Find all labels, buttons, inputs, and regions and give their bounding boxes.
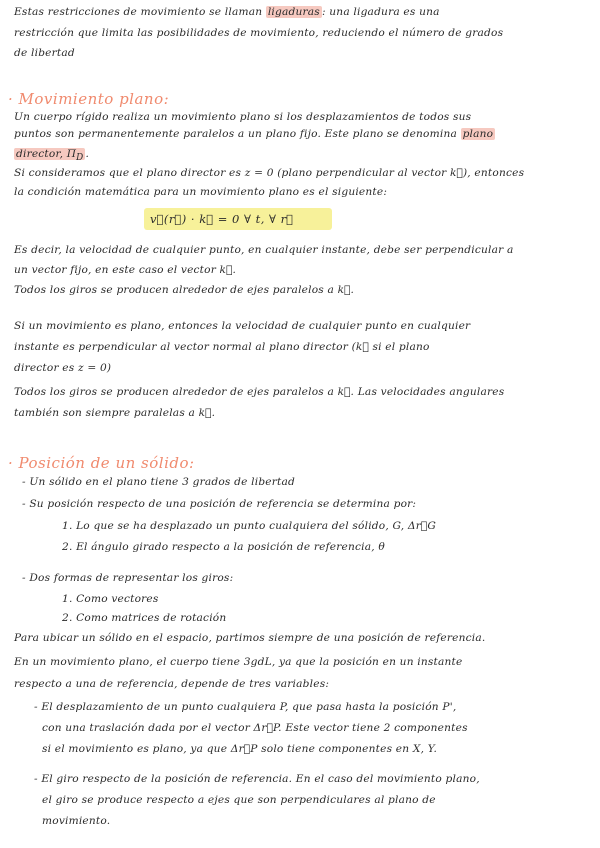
- plano-line-13: también son siempre paralelas a k⃗.: [14, 407, 216, 419]
- plano-line-9: Si un movimiento es plano, entonces la velocidad de cualquier punto en cualquier: [14, 320, 471, 332]
- period: .: [85, 148, 90, 160]
- plano-line-7: un vector fijo, en este caso el vector k⃗.: [14, 264, 237, 276]
- plano-director-text: director, Π: [16, 148, 77, 160]
- plano-line-1: Un cuerpo rígido realiza un movimiento plano si los desplazamientos de todos sus: [14, 111, 472, 123]
- ligaduras-highlight: ligaduras: [267, 6, 320, 18]
- plano-line-2: [14, 128, 495, 141]
- intro-line-3: de libertad: [14, 47, 75, 59]
- plano-line-10: instante es perpendicular al vector normal al plano director (k⃗ si el plano: [14, 341, 430, 353]
- giros-item-2: 2. Como matrices de rotación: [62, 612, 227, 624]
- posicion-bullet-3: - Dos formas de representar los giros:: [22, 572, 234, 584]
- posicion-bullet-1: - Un sólido en el plano tiene 3 grados de libertad: [22, 476, 295, 488]
- plano-line-6: Es decir, la velocidad de cualquier punto, en cualquier instante, debe ser perpendicular a: [14, 244, 514, 256]
- plano-line-3: [14, 148, 89, 165]
- giros-item-1: 1. Como vectores: [62, 593, 159, 605]
- plano-line-5: la condición matemática para un movimiento plano es el siguiente:: [14, 186, 388, 198]
- posicion-item-1: 1. Lo que se ha desplazado un punto cualquiera del sólido, G, Δr⃗G: [62, 520, 437, 532]
- formula-plane-condition: v⃗(r⃗) · k⃗ = 0 ∀ t, ∀ r⃗: [150, 212, 294, 226]
- intro-line-2: restricción que limita las posibilidades de movimiento, reduciendo el número de grados: [14, 27, 504, 39]
- plano-line-12: Todos los giros se producen alrededor de ejes paralelos a k⃗. Las velocidades angulares: [14, 386, 505, 398]
- posicion-item-2: 2. El ángulo girado respecto a la posición de referencia, θ: [62, 541, 385, 553]
- giro-line-2: el giro se produce respecto a ejes que son perpendiculares al plano de: [42, 794, 436, 806]
- posicion-para-1: Para ubicar un sólido en el espacio, partimos siempre de una posición de referencia.: [14, 632, 486, 644]
- posicion-bullet-2: - Su posición respecto de una posición de referencia se determina por:: [22, 498, 417, 510]
- plano-line-11: director es z = 0): [14, 362, 112, 374]
- plano-line-4: Si consideramos que el plano director es z = 0 (plano perpendicular al vector k⃗), entonces: [14, 167, 525, 179]
- posicion-para-2: En un movimiento plano, el cuerpo tiene 3gdL, ya que la posición en un instante: [14, 656, 463, 668]
- desplazamiento-line-3: si el movimiento es plano, ya que Δr⃗P solo tiene componentes en X, Y.: [42, 743, 438, 755]
- heading-movimiento-plano: · Movimiento plano:: [8, 90, 170, 108]
- giro-line-1: - El giro respecto de la posición de referencia. En el caso del movimiento plano,: [34, 773, 480, 785]
- intro-text: : una ligadura es una: [321, 6, 440, 18]
- heading-posicion-solido: · Posición de un sólido:: [8, 454, 195, 472]
- desplazamiento-line-2: con una traslación dada por el vector Δr⃗P. Este vector tiene 2 componentes: [42, 722, 468, 734]
- plano-text: puntos son permanentemente paralelos a un plano fijo. Este plano se denomina: [14, 128, 461, 140]
- plano-director-highlight-2: [14, 148, 85, 164]
- plano-line-8: Todos los giros se producen alrededor de ejes paralelos a k⃗.: [14, 284, 355, 296]
- intro-text: Estas restricciones de movimiento se llaman: [14, 6, 266, 18]
- desplazamiento-line-1: - El desplazamiento de un punto cualquiera P, que pasa hasta la posición P',: [34, 701, 457, 713]
- giro-line-3: movimiento.: [42, 815, 111, 827]
- posicion-para-3: respecto a una de referencia, depende de tres variables:: [14, 678, 330, 690]
- plano-director-highlight: plano: [462, 128, 494, 140]
- subscript-d: D: [76, 153, 84, 164]
- intro-line-1: [14, 6, 440, 19]
